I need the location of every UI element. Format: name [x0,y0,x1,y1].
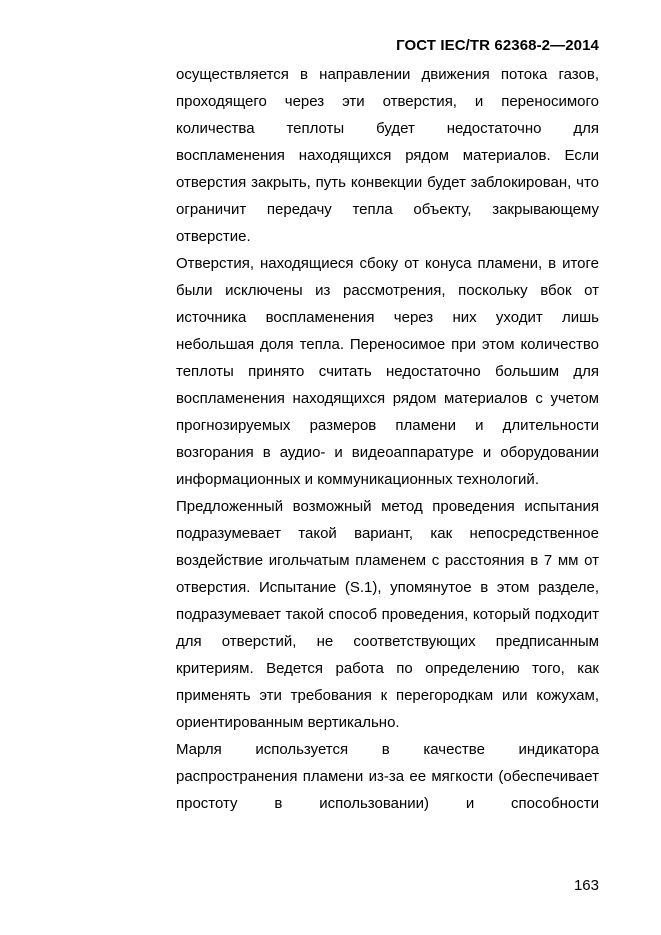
paragraph-4: Марля используется в качестве индикатора распространения пламени из-за ее мягкости (обеспечивает простоту в использовании) и способности [176,741,599,812]
document-header: ГОСТ IEC/TR 62368-2—2014 [396,37,599,54]
body-text [176,61,599,817]
page-number: 163 [573,877,599,894]
paragraph-2: Отверстия, находящиеся сбоку от конуса пламени, в итоге были исключены из рассмотрения, поскольку вбок от источника воспламенения через них уходит лишь небольшая доля тепла. Переносимое при этом количество теплоты принято считать недостаточно большим для воспламенения находящихся рядом материалов с учетом прогнозируемых размеров пламени и длительности возгорания в аудио- и видеоаппаратуре и оборудовании информационных и коммуникационных технологий. [176,255,599,488]
paragraph-3: Предложенный возможный метод проведения испытания подразумевает такой вариант, как непосредственное воздействие игольчатым пламенем с расстояния в 7 мм от отверстия. Испытание (S.1), упомянутое в этом разделе, подразумевает такой способ проведения, который подходит для отверстий, не соответствующих предписанным критериям. Ведется работа по определению того, как применять эти требования к перегородкам или кожухам, ориентированным вертикально. [176,498,599,731]
paragraph-1: осуществляется в направлении движения потока газов, проходящего через эти отверстия, и переносимого количества теплоты будет недостаточно для воспламенения находящихся рядом материалов. Если отверстия закрыть, путь конвекции будет заблокирован, что ограничит передачу тепла объекту, закрывающему отверстие. [176,66,599,245]
